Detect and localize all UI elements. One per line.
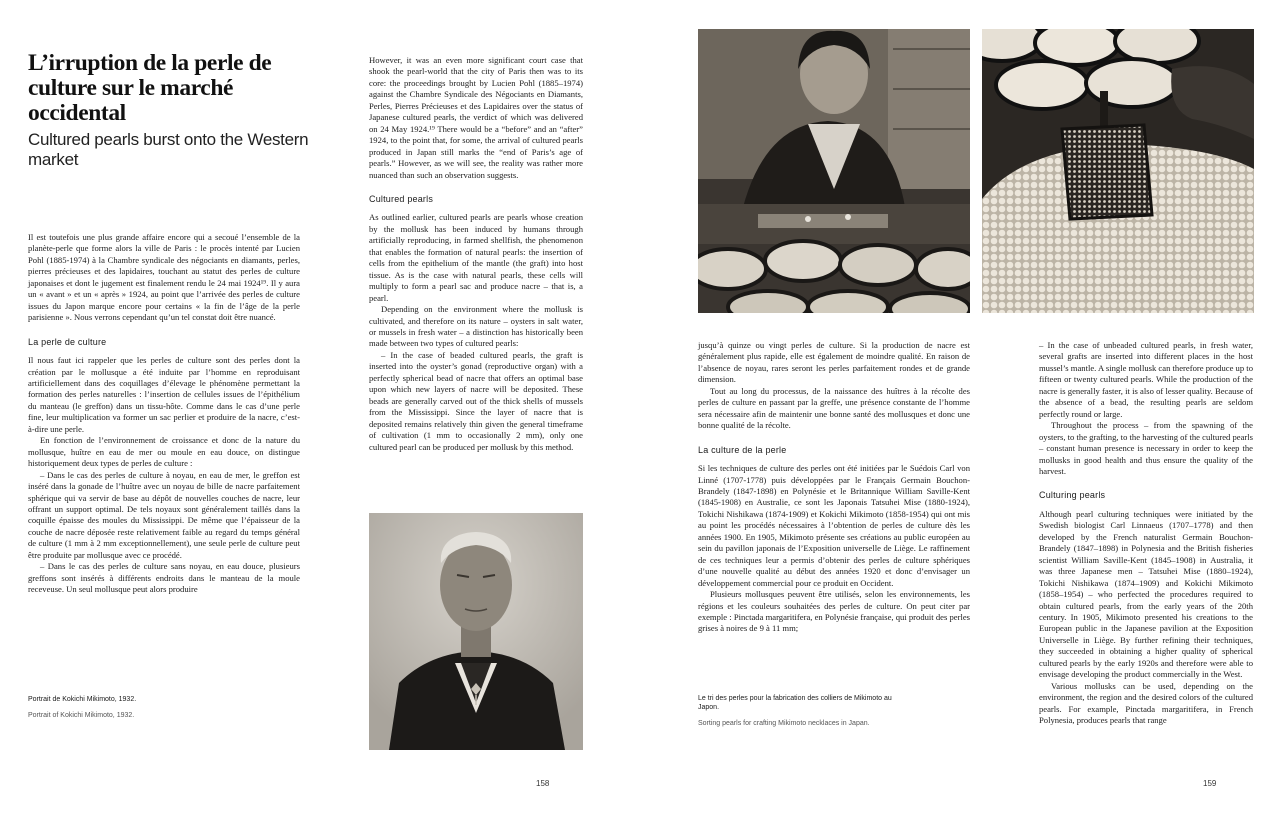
french-column-left <box>28 232 300 596</box>
paragraph: Throughout the process – from the spawning of the oysters, to the grafting, to the harvesting of the cultured pearls – constant human presence is necessary in order to keep the mollusks in good health and thus ensure the quality of the harvest. <box>1039 420 1253 476</box>
caption-fr: Le tri des perles pour la fabrication des colliers de Mikimoto au Japon. <box>698 695 892 711</box>
sorting-photo-woman <box>698 29 970 313</box>
paragraph: Si les techniques de culture des perles ont été initiées par le Suédois Carl von Linné (1707-1778) puis développées par le Français Germain Bouchon-Brandely (1847-1898) en Polynésie et le Britannique William Saville-Kent (1845-1908) en Australie, ce sont les Japonais Tatsuhei Mise (1880-1924), Tokichi Nishikawa (1874-1909) et Kokichi Mikimoto (1858-1954) qui ont mis au point les procédés nécessaires à l’obtention de perles de culture dès les années 1900. En 1905, Mikimoto présente ses créations au public européen au sein du pavillon japonais de l’Exposition universelle de Liège. Le raffinement de ces techniques leur a permis d’obtenir des perles de culture sphériques d’une nouvelle qualité au début des années 1920 et donc d’envisager un développement commercial pour ce produit en Occident. <box>698 463 970 588</box>
paragraph: – Dans le cas des perles de culture à noyau, en eau de mer, le greffon est inséré dans la gonade de l’huître avec un noyau de bille de nacre parfaitement sphérique qui va servir de base au dépôt de nouvelles couches de nacre, leur offrant un support optimal. De tels noyaux sont généralement taillés dans la coquille épaisse des moules du Mississippi. De même que l’épaisseur de la couche de nacre déposée reste relativement faible au regard du temps général de culture (1 mm à 2 mm exceptionnellement), une seule perle de culture peut être produite par mollusque avec ce procédé. <box>28 469 300 560</box>
caption-fr: Portrait de Kokichi Mikimoto, 1932. <box>28 696 137 703</box>
page-title-fr: L’irruption de la perle de culture sur le marché occidental <box>28 50 272 126</box>
english-column-right <box>1039 340 1253 727</box>
caption-en: Sorting pearls for crafting Mikimoto necklaces in Japan. <box>698 720 870 727</box>
paragraph: – In the case of beaded cultured pearls, the graft is inserted into the oyster’s gonad (reproductive organ) with a perfectly spherical bead of nacre that offers an optimal base upon which new layers of nacre will be deposited. These beads are generally carved out of the thick shells of mussels from the Mississippi. Since the layer of nacre that is deposited remains relatively thin given the general timeframe of cultivation (1 mm to occasionally 2 mm), only one cultured pearl can be produced per mollusk by this method. <box>369 349 583 452</box>
paragraph: Depending on the environment where the mollusk is cultivated, and therefore on its nature – oysters in salt water, or mussels in fresh water – a distinction has historically been made between two types of cultured pearls: <box>369 304 583 349</box>
section-heading: Cultured pearls <box>369 193 434 204</box>
title-block <box>28 51 328 170</box>
english-column-left <box>369 55 583 453</box>
paragraph: Il est toutefois une plus grande affaire encore qui a secoué l’ensemble de la planète-perle que forme alors la ville de Paris : le procès intenté par Lucien Pohl (1885-1974) à la Chambre syndicale des négociants en diamants, perles, pierres précieuses et des lapidaires, touchant au statut des perles de culture japonaises et dont le jugement est finalement rendu le 24 mai 1924¹⁹. Il y aura un « avant » et un « après » 1924, au point que l’arrivée des perles de culture issues du Japon marque encore pour certains « la fin de l’âge de la perle parisienne ». Nous verrons cependant qu’un tel constat doit être nuancé. <box>28 232 300 323</box>
paragraph: Although pearl culturing techniques were initiated by the Swedish biologist Carl Linnaeus (1707–1778) and then developed by the French naturalist Germain Bouchon-Brandely (1847–1898) in Polynesia and the British fisheries scientist William Saville-Kent (1845–1908) in Australia, it was three Japanese men – Tatsuhei Mise (1880–1924), Tokichi Nishikawa (1874–1909) and Kokichi Mikimoto (1858–1954) – who perfected the procedures required to obtain cultured pearls, from the early years of the 20th century. In 1905, Mikimoto presented his creations to the European public in the Japanese pavilion at the Exposition Universelle in Liège. By further refining their techniques, they succeeded in obtaining a higher quality of spherical cultured pearls by the early 1920s and therefore were able to envisage developing the product commercially in the West. <box>1039 508 1253 680</box>
paragraph: Il nous faut ici rappeler que les perles de culture sont des perles dont la création par le mollusque a été induite par l’homme en reproduisant artificiellement dans des coquillages d’élevage le phénomène permettant la formation des perles naturelles : l’insertion de cellules issues de l’épithélium du manteau (le greffon) dans un tissu-hôte. Comme dans le cas d’une perle fine, leur multiplication va former un sac perlier et produire de la nacre, c’est-à-dire une perle. <box>28 355 300 434</box>
section-heading: La culture de la perle <box>698 444 787 455</box>
page-title-en: Cultured pearls burst onto the Western market <box>28 130 309 169</box>
paragraph: – In the case of unbeaded cultured pearls, in fresh water, several grafts are inserted into different places in the host mussel’s mantle. A single mollusk can therefore produce up to fifteen or twenty cultured pearls. While the production of the nacre is generally faster, it is also of lesser quality. Because of the absence of a bead, the resulting pearls are seldom perfectly round or large. <box>1039 340 1253 419</box>
right-page <box>641 0 1282 816</box>
paragraph: En fonction de l’environnement de croissance et donc de la nature du mollusque, huître en eau de mer ou moule en eau douce, on distingue historiquement deux types de perles de culture : <box>28 435 300 469</box>
caption-en: Portrait of Kokichi Mikimoto, 1932. <box>28 712 135 719</box>
paragraph: Plusieurs mollusques peuvent être utilisés, selon les environnements, les régions et les couleurs souhaitées des perles de culture. On peut citer par exemple : Pinctada margaritifera, en Polynésie française, qui produit des perles grises à noires de 9 à 11 mm; <box>698 589 970 634</box>
section-heading: Culturing pearls <box>1039 490 1106 501</box>
portrait-photo <box>369 513 583 750</box>
paragraph: Tout au long du processus, de la naissance des huîtres à la récolte des perles de culture en passant par la greffe, une présence constante de l’homme sera nécessaire afin de maintenir une bonne santé des mollusques et donc une bonne qualité de la récolte. <box>698 385 970 431</box>
page-number: 159 <box>1203 779 1217 788</box>
paragraph: jusqu’à quinze ou vingt perles de culture. Si la production de nacre est généralement plus rapide, elle est également de moindre qualité. En raison de l’absence de noyau, rares seront les perles parfaitement rondes et de grande dimension. <box>698 340 970 385</box>
paragraph: However, it was an even more significant court case that shook the pearl-world that the city of Paris then was to its core: the proceedings brought by Lucien Pohl (1885–1974) against the Chambre Syndicale des Négociants en Diamants, Perles, Pierres Précieuses et des Lapidaires over the status of Japanese cultured pearls, the verdict of which was delivered on 24 May 1924.¹⁹ There would be a “before” and an “after” 1924, to the point that, for some, the arrival of cultured pearls produced in Japan still marks the “end of Paris’s age of pearls.” However, as we will see, the reality was rather more nuanced than such an observation suggests. <box>369 55 583 180</box>
paragraph: As outlined earlier, cultured pearls are pearls whose creation by the mollusk has been induced by humans through artificially reproducing, in farmed shellfish, the phenomenon that enables the formation of natural pearls: the insertion of cells from the epithelium of the mantle (the graft) into host tissue. As is the case with natural pearls, these cells will multiply to form a pearl sac and produce nacre – that is, a pearl. <box>369 212 583 303</box>
section-heading: La perle de culture <box>28 336 107 347</box>
paragraph: Various mollusks can be used, depending on the environment, the region and the desired colors of the cultured pearls. For example, Pinctada margaritifera, in French Polynesia, produces pearls that range <box>1039 680 1253 726</box>
pearls-sieve-photo <box>982 29 1254 313</box>
paragraph: – Dans le cas des perles de culture sans noyau, en eau douce, plusieurs greffons sont insérés à différents endroits dans le manteau de la moule receveuse. Un seul mollusque peut alors produire <box>28 561 300 595</box>
french-column-right <box>698 340 970 635</box>
portrait-caption <box>28 688 228 727</box>
sorting-caption <box>698 687 898 735</box>
page-number: 158 <box>536 779 550 788</box>
